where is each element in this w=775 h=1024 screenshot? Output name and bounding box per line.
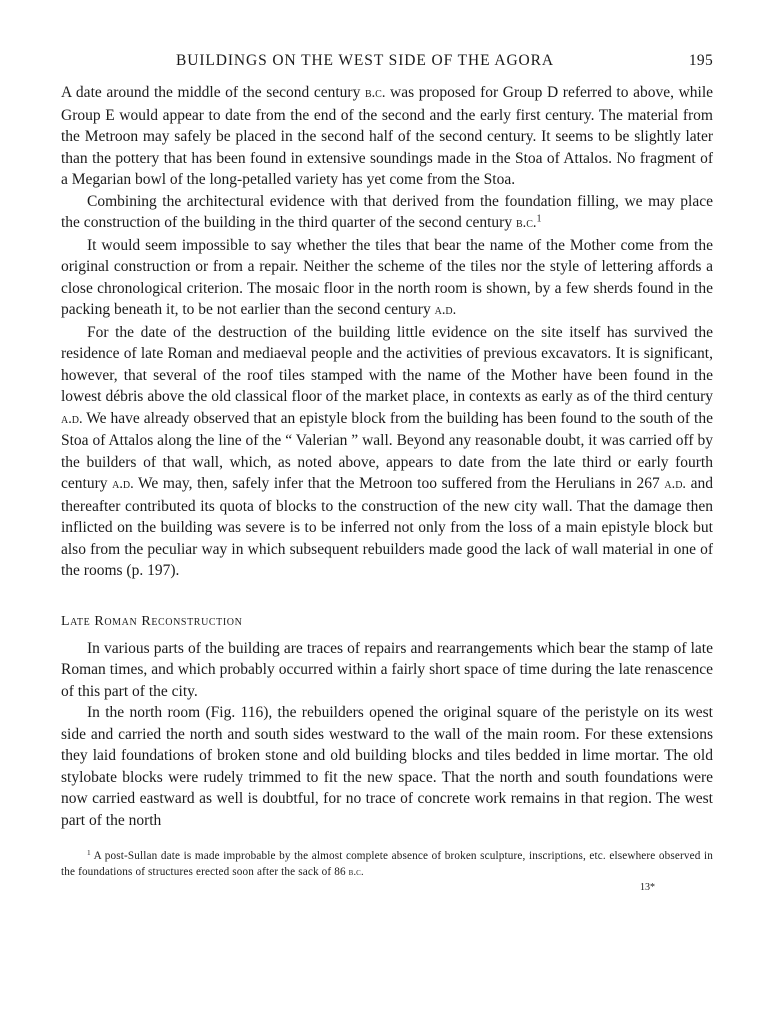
paragraph xyxy=(61,191,713,235)
text-run: It would seem impossible to say whether the tiles that bear the name of the Mother come from the original construction or from a repair. Neither the scheme of the tiles nor the style of lettering affords a close chronological criterion. The mosaic floor in the north room is shown, by a few sherds found in the packing beneath it, to be not earlier than the second century xyxy=(61,236,713,318)
signature-mark: 13* xyxy=(640,882,655,893)
footnote-era: b.c. xyxy=(348,867,364,878)
text-run: In various parts of the building are traces of repairs and rearrangements which bear the stamp of late Roman times, and which probably occurred within a fairly short space of time during the late renascence of this part of the city. xyxy=(61,639,713,700)
paragraph-group-reconstruction xyxy=(61,638,713,832)
footnote-text: A post-Sullan date is made improbable by the almost complete absence of broken sculpture, inscriptions, etc. elsewhere observed in the foundations of structures erected soon after the sack of 86 xyxy=(61,850,713,878)
text-run: was proposed for Group D referred to above, while Group E would appear to date from the end of the second and the early first century. The material from the Metroon may safely be placed in the second half of the second century. It seems to be slightly later than the pottery that has been found in extensive soundings made in the Stoa of Attalos. No fragment of a Megarian bowl of the long-petalled variety has yet come from the Stoa. xyxy=(61,84,714,188)
running-title: BUILDINGS ON THE WEST SIDE OF THE AGORA xyxy=(176,52,554,69)
text-run: A date around the middle of the second century xyxy=(61,84,365,101)
text-run: We have already observed that an epistyle block from the building has been found to the south of the Stoa of Attalos along the line of the “ Valerian ” wall. Beyond any reasonable doubt, it was carried off by the builders of that wall, which, as noted above, appears to date from the late third or early fourth century xyxy=(61,409,713,492)
era-abbreviation: a.d. xyxy=(112,476,134,492)
section-heading: Late Roman Reconstruction xyxy=(61,613,243,629)
footnote xyxy=(61,848,713,881)
paragraph xyxy=(61,235,713,322)
document-page xyxy=(61,0,713,894)
paragraph xyxy=(61,322,713,582)
text-run: Combining the architectural evidence with that derived from the foundation filling, we may place the construction of the building in the third quarter of the second century xyxy=(61,192,713,231)
era-abbreviation: a.d. xyxy=(434,302,457,318)
paragraph-group-dating xyxy=(61,82,713,582)
page-number: 195 xyxy=(688,52,713,69)
paragraph xyxy=(61,638,713,703)
era-abbreviation: b.c. xyxy=(515,215,537,231)
text-run: In the north room (Fig. 116), the rebuilders opened the original square of the peristyle on its west side and carried the north and south sides westward to the wall of the main room. For these extensions they laid foundations of broken stone and old building blocks and tiles bedded in lime mortar. The old stylobate blocks were rudely trimmed to fit the new space. That the north and south foundations were now carried eastward as well is doubtful, for no trace of concrete work remains in that region. The west part of the north xyxy=(61,704,713,829)
footnote-marker: 1 xyxy=(87,849,91,857)
paragraph xyxy=(61,82,713,191)
text-run: and thereafter contributed its quota of blocks to the construction of the new city wall. That the damage then inflicted on the building was severe is to be inferred not only from the loss of a main epistyle block but also from the peculiar way in which subsequent rebuilders made good the lack of wall material in one of the rooms (p. 197). xyxy=(61,475,713,579)
main-text xyxy=(61,82,713,831)
era-abbreviation: a.d. xyxy=(664,476,686,492)
page-header xyxy=(61,46,713,76)
text-run: We may, then, safely infer that the Metroon too suffered from the Herulians in 267 xyxy=(133,475,665,492)
text-run: For the date of the destruction of the building little evidence on the site itself has survived the residence of late Roman and mediaeval people and the activities of previous excavators. It is significant, however, that several of the roof tiles stamped with the name of the Mother have been found in the lowest débris above the old classical floor of the market place, in contexts as early as of the third century xyxy=(61,323,713,405)
era-abbreviation: b.c. xyxy=(364,85,386,101)
footnote-reference: 1 xyxy=(536,213,542,225)
paragraph xyxy=(61,702,713,831)
era-abbreviation: a.d. xyxy=(61,410,83,427)
